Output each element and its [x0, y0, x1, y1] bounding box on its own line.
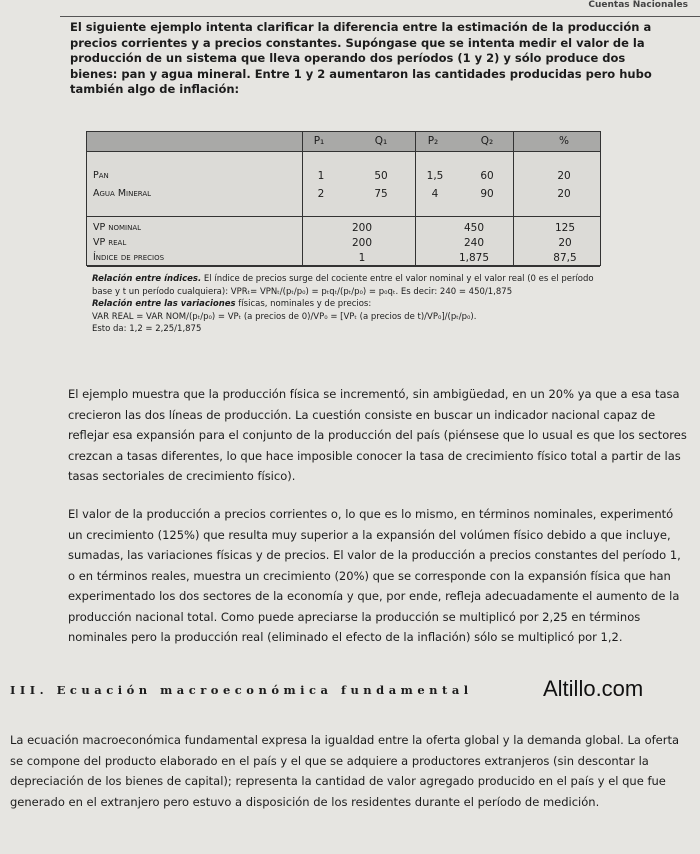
note-result: Esto da: 1,2 = 2,25/1,875: [92, 324, 202, 334]
header-q2: Q₂: [480, 135, 494, 147]
row-label: VP nominal: [93, 222, 142, 233]
table-cell: 75: [374, 188, 388, 200]
table-cell: 2: [317, 188, 325, 200]
row-label: Agua Mineral: [93, 188, 152, 199]
paragraph-2: El valor de la producción a precios corrientes o, lo que es lo mismo, en términos nominales, experimentó un crecimiento (125%) que resulta muy superior a la expansión del volúmen físico debido a que incluye, sumadas, las variaciones físicas y de precios. El valor de la producción a precios constantes del período 1, o en términos reales, muestra un crecimiento (20%) que se corresponde con la expansión física que han experimentado los dos sectores de la economía y que, por ende, refleja adecuadamente el aumento de la producción nacional total. Como puede apreciarse la producción se multiplicó por 2,25 en términos nominales pero la producción real (eliminado el efecto de la inflación) sólo se multiplicó por 1,2.: [68, 507, 681, 644]
table-cell: 1: [358, 252, 366, 264]
data-table: [86, 131, 601, 266]
row-label: VP real: [93, 237, 127, 248]
note-text: El índice de precios surge del cociente entre el valor nominal y el valor real (0 es el período base y t un período cualquiera): VPRₜ= VPNₜ/(pₜ/p₀) = pₜqₜ/(pₜ/p₀) = p₀qₜ. Es decir: 240 = 450/1,875: [92, 274, 594, 297]
table-cell: 200: [351, 222, 373, 234]
table-cell: 240: [463, 237, 485, 249]
header-rule: [60, 16, 700, 17]
table-cell: 60: [480, 170, 494, 182]
table-header-row: [87, 132, 600, 152]
table-cell: 125: [554, 222, 576, 234]
note-formula: VAR REAL = VAR NOM/(pₜ/p₀) = VPₜ (a precios de 0)/VP₀ = [VPₜ (a precios de t)/VP₀]/(pₜ/p₀).: [92, 311, 477, 322]
table-divider: [513, 132, 514, 265]
header-q1: Q₁: [374, 135, 388, 147]
table-divider: [87, 216, 600, 217]
note-title: Relación entre índices.: [92, 274, 202, 284]
paragraph-1: El ejemplo muestra que la producción física se incrementó, sin ambigüedad, en un 20% ya que a esa tasa crecieron las dos líneas de producción. La cuestión consiste en buscar un indicador nacional capaz de reflejar esa expansión para el conjunto de la producción del país (piénsese que lo usual es que los sectores crezcan a tasas diferentes, lo que hace imposible conocer la tasa de crecimiento físico total a partir de las tasas sectoriales de crecimiento físico).: [68, 387, 687, 483]
table-divider: [415, 132, 416, 265]
table-cell: 87,5: [553, 252, 577, 264]
paragraph-3: La ecuación macroeconómica fundamental expresa la igualdad entre la oferta global y la demanda global. La oferta se compone del producto elaborado en el país y el que se adquiere a productores extranjeros (sin descontar la depreciación de los bienes de capital); representa la cantidad de valor agregado producido en el país y el que fue generado en el extranjero pero estuvo a disposición de los residentes durante el período de medición.: [10, 733, 680, 809]
table-divider: [87, 266, 600, 267]
table-cell: 50: [374, 170, 388, 182]
table-cell: 1,875: [458, 252, 490, 264]
header-pct: %: [559, 135, 569, 147]
intro-paragraph: El siguiente ejemplo intenta clarificar la diferencia entre la estimación de la producción a precios corrientes y a precios constantes. Supóngase que se intenta medir el valor de la producción de un sistema que lleva operando dos períodos (1 y 2) y sólo produce dos bienes: pan y agua mineral. Entre 1 y 2 aumentaron las cantidades producidas pero hubo también algo de inflación:: [70, 20, 652, 96]
watermark: Altillo.com: [543, 676, 644, 701]
note-text: físicas, nominales y de precios:: [235, 299, 372, 309]
note-title: Relación entre las variaciones: [92, 299, 236, 309]
header-label: Cuentas Nacionales: [588, 0, 688, 10]
table-notes: [92, 273, 612, 336]
table-cell: 20: [558, 237, 572, 249]
row-label: Pan: [93, 170, 109, 181]
table-cell: 200: [351, 237, 373, 249]
table-divider: [302, 132, 303, 265]
header-p1: P₁: [313, 135, 325, 147]
table-cell: 1: [317, 170, 325, 182]
row-label: Índice de precios: [93, 252, 165, 263]
header-p2: P₂: [427, 135, 439, 147]
table-cell: 20: [557, 170, 571, 182]
table-cell: 20: [557, 188, 571, 200]
table-cell: 4: [431, 188, 439, 200]
table-cell: 1,5: [426, 170, 444, 182]
table-cell: 90: [480, 188, 494, 200]
table-cell: 450: [463, 222, 485, 234]
section-title: III. Ecuación macroeconómica fundamental: [10, 683, 473, 697]
